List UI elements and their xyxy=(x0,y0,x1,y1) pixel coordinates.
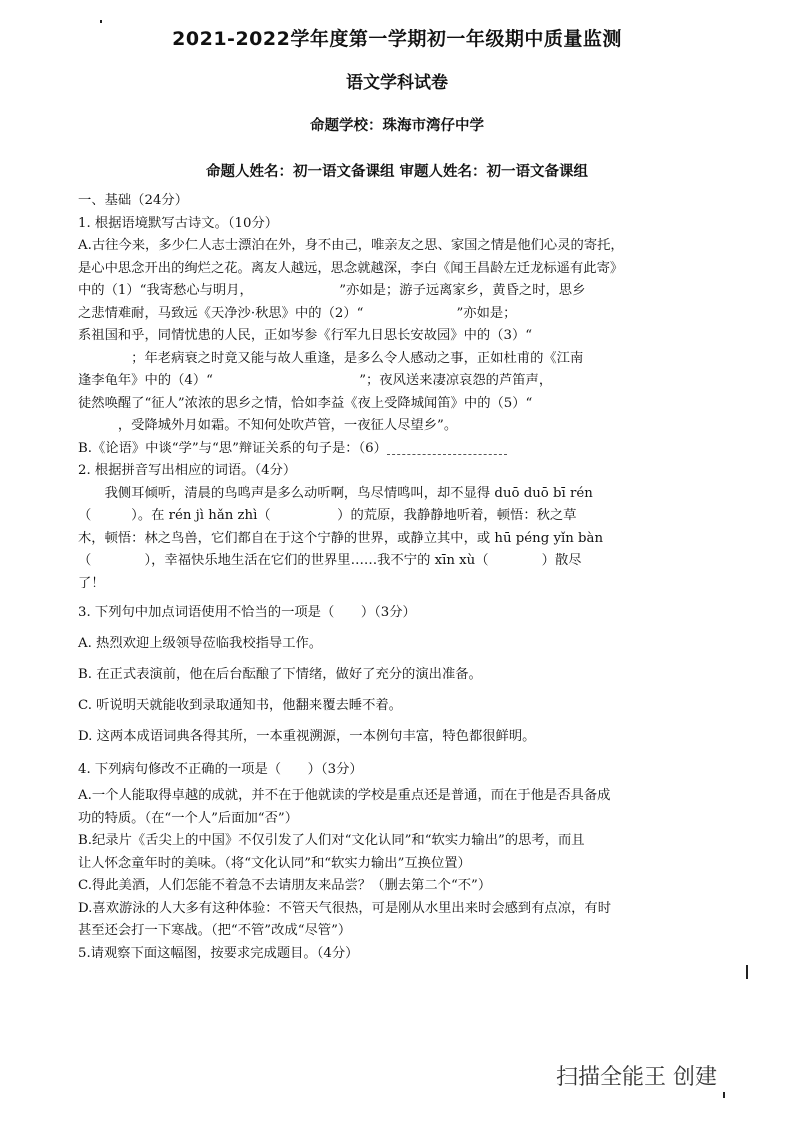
q2-para-line: 我侧耳倾听，清晨的鸟鸣声是多么动听啊，鸟尽情鸣叫，却不显得 duō duō bī rén xyxy=(104,485,593,501)
scan-speck xyxy=(723,1092,725,1098)
q3-stem: 3. 下列句中加点词语使用不恰当的一项是（ ）（3分） xyxy=(78,605,416,620)
exam-title: 2021-2022学年度第一学期初一年级期中质量监测 xyxy=(172,28,622,50)
school-line: 命题学校：珠海市湾仔中学 xyxy=(310,118,484,134)
q2-para-line: 了！ xyxy=(78,575,105,591)
q4-option: 让人怀念童年时的美味。（将“文化认同”和“软实力输出”互换位置） xyxy=(78,855,471,871)
q3-option: D. 这两本成语词典各得其所，一本重视溯源，一本例句丰富，特色都很鲜明。 xyxy=(78,729,536,744)
q2-para-line: 木，顿悟：林之鸟兽，它们都自在于这个宁静的世界，或静立其中，或 hū péng yǐn bàn xyxy=(78,530,604,546)
authors-line: 命题人姓名：初一语文备课组 审题人姓名：初一语文备课组 xyxy=(205,164,589,180)
q3-option: C. 听说明天就能收到录取通知书，他翻来覆去睡不着。 xyxy=(78,698,402,713)
q2-para-line: （ ）。在 rén jì hǎn zhì（ ）的荒原，我静静地听着，顿悟：秋之草 xyxy=(78,508,577,523)
q1-a-line: 之悲情难耐，马致远《天净沙·秋思》中的（2）“ ”亦如是； xyxy=(78,305,517,321)
q4-option: C.得此美酒，人们怎能不着急不去请朋友来品尝？（删去第二个“不”） xyxy=(78,878,492,893)
scan-speck xyxy=(100,20,102,23)
q5-stem: 5.请观察下面这幅图，按要求完成题目。（4分） xyxy=(78,945,359,961)
q1-a-line: 是心中思念开出的绚烂之花。离友人越远，思念就越深，李白《闻王昌龄左迁龙标遥有此寄》 xyxy=(78,260,624,276)
exam-body xyxy=(78,190,708,965)
q3-option: B. 在正式表演前，他在后台酝酿了下情绪，做好了充分的演出准备。 xyxy=(78,667,482,682)
q4-option: D.喜欢游泳的人大多有这种体验：不管天气很热，可是刚从水里出来时会感到有点凉，有时 xyxy=(78,900,611,916)
exam-subtitle: 语文学科试卷 xyxy=(346,73,448,93)
q4-stem: 4. 下列病句修改不正确的一项是（ ）（3分） xyxy=(78,762,363,777)
q1-a-line: ，受降城外月如霜。不知何处吹芦管，一夜征人尽望乡”。 xyxy=(78,418,458,433)
q1-a-line: 徒然唤醒了“征人”浓浓的思乡之情，恰如李益《夜上受降城闻笛》中的（5）“ xyxy=(78,395,586,411)
q1-a-line: 系祖国和乎，同情忧患的人民，正如岑参《行军九日思长安故园》中的（3）“ xyxy=(78,328,586,343)
q1-a-line: A.古往今来，多少仁人志士漂泊在外，身不由己，唯亲友之思、家国之情是他们心灵的寄托， xyxy=(78,238,624,253)
q1-b-text: B.《论语》中谈“学”与“思”辩证关系的句子是：（6） xyxy=(78,440,387,456)
section-heading: 一、基础（24分） xyxy=(78,193,188,208)
q1-a-line: 逢李龟年》中的（4）“ ”；夜风送来凄凉哀怨的芦笛声， xyxy=(78,373,553,388)
q4-option: B.纪录片《舌尖上的中国》不仅引发了人们对“文化认同”和“软实力输出”的思考，而且 xyxy=(78,833,585,848)
scan-speck xyxy=(746,965,748,979)
q2-stem: 2. 根据拼音写出相应的词语。（4分） xyxy=(78,463,297,478)
q3-option: A. 热烈欢迎上级领导莅临我校指导工作。 xyxy=(78,636,323,651)
q1-a-line: 中的（1）“我寄愁心与明月， ”亦如是；游子远离家乡，黄昏之时，思乡 xyxy=(78,283,586,298)
q4-option: 甚至还会打一下寒战。（把“不管”改成“尽管”） xyxy=(78,923,352,938)
q1-stem: 1. 根据语境默写古诗文。（10分） xyxy=(78,215,279,231)
answer-blank xyxy=(387,442,507,455)
q1-b-line xyxy=(78,438,708,461)
q4-option: A.一个人能取得卓越的成就，并不在于他就读的学校是重点还是普通，而在于他是否具备成 xyxy=(78,788,611,803)
q1-a-line: ；年老病衰之时竟又能与故人重逢，是多么令人感动之事，正如杜甫的《江南 xyxy=(78,350,584,366)
q4-option: 功的特质。（在“一个人”后面加“否”） xyxy=(78,810,298,826)
scanner-watermark: 扫描全能王 创建 xyxy=(556,1065,717,1090)
q2-para-line: （ ），幸福快乐地生活在它们的世界里……我不宁的 xīn xù（ ）散尽 xyxy=(78,553,582,568)
